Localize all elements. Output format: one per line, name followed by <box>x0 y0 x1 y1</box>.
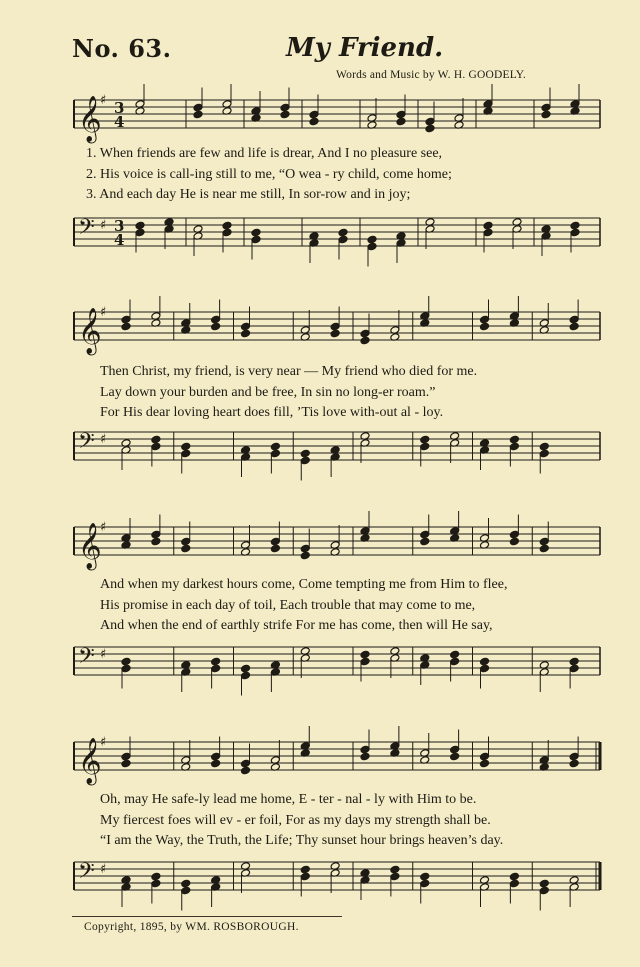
note-head <box>300 449 310 458</box>
hymn-title: My Friend. <box>286 33 444 63</box>
lyric-verse-1: 1. When friends are few and life is drear, And I no pleasure see, <box>86 146 443 161</box>
note-head <box>241 759 251 768</box>
note-head <box>360 329 370 338</box>
lyrics-block <box>68 144 606 206</box>
note-head <box>151 530 161 539</box>
lyric-verse-2: My fiercest foes will ev - er foil, For as my days my strength shall be. <box>100 812 491 828</box>
lyric-verse-3: For His dear loving heart does fill, ’Tis love with-out al - loy. <box>100 405 444 420</box>
note-head <box>539 879 549 888</box>
treble-clef-icon: 𝄞 <box>78 308 102 354</box>
note-head <box>121 664 131 673</box>
note-head <box>121 315 131 324</box>
note-head <box>390 872 400 881</box>
note-head <box>509 872 519 881</box>
note-head <box>541 103 551 112</box>
note-head <box>450 752 460 761</box>
treble-clef-icon: 𝄞 <box>78 738 102 784</box>
note-head <box>338 228 348 237</box>
note-head <box>211 315 221 324</box>
bass-clef-icon: 𝄢 <box>78 859 95 889</box>
note-head <box>309 117 319 126</box>
note-head <box>425 124 435 133</box>
hymn-number: No. 63. <box>72 34 172 63</box>
note-head <box>480 759 490 768</box>
note-head <box>121 752 131 761</box>
note-head <box>569 315 579 324</box>
lyrics-block <box>68 575 606 637</box>
copyright-notice: Copyright, 1895, by WM. ROSBOROUGH. <box>84 921 299 933</box>
treble-staff <box>68 88 606 148</box>
note-head <box>181 449 191 458</box>
sharp-icon: ♯ <box>100 647 107 662</box>
lyric-verse-1: And when my darkest hours come, Come tempting me from Him to flee, <box>100 577 508 592</box>
note-head <box>193 103 203 112</box>
note-head <box>151 872 161 881</box>
note-head <box>300 551 310 560</box>
sharp-icon: ♯ <box>100 93 107 108</box>
lyric-verse-3: 3. And each day He is near me still, In sor-row and in joy; <box>86 187 411 202</box>
note-head <box>181 879 191 888</box>
note-head <box>300 872 310 881</box>
time-signature-bottom: 4 <box>114 113 125 131</box>
note-head <box>241 671 251 680</box>
note-head <box>121 759 131 768</box>
note-head <box>569 322 579 331</box>
note-head <box>367 242 377 251</box>
note-head <box>420 537 430 546</box>
note-head <box>211 664 221 673</box>
sharp-icon: ♯ <box>100 218 107 233</box>
time-signature-bottom: 4 <box>114 231 125 249</box>
note-head <box>420 879 430 888</box>
lyrics-block <box>68 790 606 852</box>
note-head <box>450 650 460 659</box>
note-head <box>181 886 191 895</box>
note-head <box>541 110 551 119</box>
treble-staff <box>68 730 606 790</box>
note-head <box>251 228 261 237</box>
sharp-icon: ♯ <box>100 735 107 750</box>
note-head <box>509 435 519 444</box>
note-head <box>509 530 519 539</box>
note-head <box>420 442 430 451</box>
music-system-1 <box>68 88 606 268</box>
lyric-verse-3: “I am the Way, the Truth, the Life; Thy sunset hour brings heaven’s day. <box>100 833 504 848</box>
note-head <box>396 117 406 126</box>
note-head <box>330 329 340 338</box>
note-head <box>270 449 280 458</box>
note-head <box>367 235 377 244</box>
lyric-verse-2: His promise in each day of toil, Each trouble that may come to me, <box>100 597 476 613</box>
note-head <box>193 110 203 119</box>
bass-staff <box>68 420 606 480</box>
note-head <box>151 435 161 444</box>
note-head <box>360 657 370 666</box>
note-head <box>338 235 348 244</box>
note-head <box>300 865 310 874</box>
note-head <box>222 228 232 237</box>
note-head <box>360 336 370 345</box>
note-head <box>135 228 145 237</box>
note-head <box>539 442 549 451</box>
note-head <box>480 322 490 331</box>
treble-clef-icon: 𝄞 <box>78 523 102 569</box>
lyric-verse-3: And when the end of earthly strife For me has come, then will He say, <box>100 618 493 633</box>
note-head <box>539 544 549 553</box>
sharp-icon: ♯ <box>100 305 107 320</box>
note-head <box>251 235 261 244</box>
note-head <box>420 435 430 444</box>
note-head <box>360 752 370 761</box>
note-head <box>181 537 191 546</box>
sharp-icon: ♯ <box>100 862 107 877</box>
bass-clef-icon: 𝄢 <box>78 644 95 674</box>
note-head <box>181 544 191 553</box>
note-head <box>121 657 131 666</box>
words-and-music-credit: Words and Music by W. H. GOODELY. <box>336 69 526 81</box>
note-head <box>570 228 580 237</box>
note-head <box>420 872 430 881</box>
bass-staff <box>68 206 606 266</box>
note-head <box>509 537 519 546</box>
note-head <box>222 221 232 230</box>
sharp-icon: ♯ <box>100 432 107 447</box>
note-head <box>309 110 319 119</box>
bass-clef-icon: 𝄢 <box>78 215 95 245</box>
note-head <box>569 752 579 761</box>
note-head <box>241 664 251 673</box>
note-head <box>483 228 493 237</box>
music-system-3 <box>68 515 606 695</box>
note-head <box>480 664 490 673</box>
note-head <box>450 745 460 754</box>
note-head <box>151 537 161 546</box>
note-head <box>569 664 579 673</box>
note-head <box>480 752 490 761</box>
time-signature-top: 3 <box>114 99 125 117</box>
treble-staff <box>68 300 606 360</box>
bass-staff <box>68 850 606 910</box>
note-head <box>425 117 435 126</box>
lyric-verse-2: 2. His voice is call-ing still to me, “O wea - ry child, come home; <box>86 166 452 182</box>
copyright-rule <box>72 916 342 917</box>
note-head <box>570 221 580 230</box>
note-head <box>151 879 161 888</box>
music-system-2 <box>68 300 606 480</box>
note-head <box>211 657 221 666</box>
note-head <box>390 865 400 874</box>
bass-clef-icon: 𝄢 <box>78 429 95 459</box>
bass-staff <box>68 635 606 695</box>
note-head <box>420 530 430 539</box>
time-signature-top: 3 <box>114 217 125 235</box>
note-head <box>211 759 221 768</box>
note-head <box>396 110 406 119</box>
note-head <box>360 745 370 754</box>
note-head <box>280 103 290 112</box>
note-head <box>241 322 251 331</box>
note-head <box>270 537 280 546</box>
lyric-verse-1: Then Christ, my friend, is very near — My friend who died for me. <box>100 364 478 379</box>
note-head <box>330 322 340 331</box>
note-head <box>270 442 280 451</box>
sharp-icon: ♯ <box>100 520 107 535</box>
note-head <box>539 537 549 546</box>
note-head <box>241 766 251 775</box>
note-head <box>211 322 221 331</box>
music-system-4 <box>68 730 606 910</box>
treble-clef-icon: 𝄞 <box>78 96 102 142</box>
note-head <box>569 657 579 666</box>
treble-staff <box>68 515 606 575</box>
note-head <box>151 442 161 451</box>
note-head <box>211 752 221 761</box>
note-head <box>121 322 131 331</box>
lyrics-block <box>68 362 606 424</box>
note-head <box>539 886 549 895</box>
note-head <box>483 221 493 230</box>
note-head <box>300 544 310 553</box>
note-head <box>480 315 490 324</box>
note-head <box>509 879 519 888</box>
note-head <box>480 657 490 666</box>
note-head <box>241 329 251 338</box>
note-head <box>509 442 519 451</box>
note-head <box>181 442 191 451</box>
note-head <box>450 657 460 666</box>
note-head <box>270 544 280 553</box>
lyric-verse-1: Oh, may He safe-ly lead me home, E - ter - nal - ly with Him to be. <box>100 792 477 807</box>
note-head <box>135 221 145 230</box>
note-head <box>300 456 310 465</box>
note-head <box>280 110 290 119</box>
note-head <box>569 759 579 768</box>
lyric-verse-2: Lay down your burden and be free, In sin no long-er roam.” <box>100 384 436 400</box>
note-head <box>539 449 549 458</box>
note-head <box>360 650 370 659</box>
